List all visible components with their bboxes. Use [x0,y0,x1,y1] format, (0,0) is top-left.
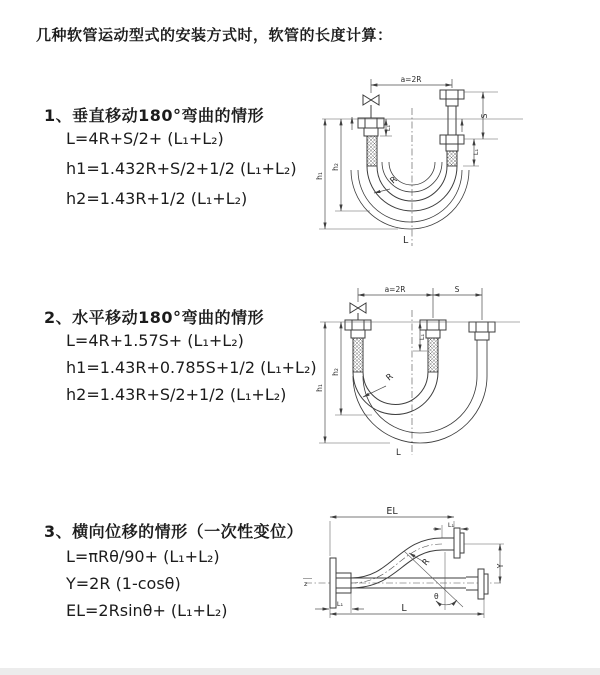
dim-label-a2r: a=2R [400,75,422,84]
dim-label-l1-left: L₁ [384,124,392,132]
dim-label-el: EL [386,506,398,517]
diagram-vertical-movement-180 [310,70,595,255]
upper-flange-displaced [442,528,464,558]
centerline-z-label: z [304,580,308,588]
section-1-formula-L: L=4R+S/2+ (L₁+L₂) [66,129,224,148]
section-2-formula-L: L=4R+1.57S+ (L₁+L₂) [66,331,244,350]
dim-label-s: S [454,285,460,294]
dim-label-s: S [480,113,489,119]
page-bottom-edge [0,668,600,675]
valve-icon [363,95,379,118]
dim-label-l1: L₁ [418,333,426,341]
left-fitting [358,118,384,136]
length-label: L [396,448,401,458]
length-label: L [403,235,409,246]
section-1-formula-h2: h2=1.43R+1/2 (L₁+L₂) [66,189,248,208]
section-3-formula-L: L=πRθ/90+ (L₁+L₂) [66,547,220,566]
dim-label-l1-top: L₁ [447,521,455,529]
page-title: 几种软管运动型式的安装方式时，软管的长度计算： [36,26,393,44]
section-3-formula-Y: Y=2R (1-cosθ) [66,574,181,593]
diagram-lateral-displacement [300,495,600,660]
section-2-formula-h1: h1=1.43R+0.785S+1/2 (L₁+L₂) [66,358,317,377]
section-2-heading: 2、水平移动180°弯曲的情形 [44,308,265,327]
right-fitting [440,90,464,151]
section-1-formula-h1: h1=1.432R+S/2+1/2 (L₁+L₂) [66,159,297,178]
right-fitting-moved [469,322,495,340]
right-flange-original [466,569,488,599]
hose-bend-drawing [353,338,487,443]
radius-label: R [388,174,400,187]
dim-label-h1: h₁ [315,384,324,392]
dim-label-y: Y [496,563,505,569]
radius-label: R [420,556,433,568]
section-2-formula-h2: h2=1.43R+S/2+1/2 (L₁+L₂) [66,385,287,404]
theta-label: θ [434,592,439,601]
length-label: L [401,603,407,614]
dim-label-l1-right: L₁ [472,148,480,156]
dim-label-a2r: a=2R [384,285,406,294]
dimension-lines [319,79,523,229]
diagram-horizontal-movement-180 [312,282,597,462]
section-1-heading: 1、垂直移动180°弯曲的情形 [44,106,265,125]
dim-label-h1: h₁ [315,172,324,180]
dim-label-l1-left: L₁ [336,600,344,608]
left-fitting [345,320,371,338]
dim-label-h2: h₂ [331,163,340,171]
valve-icon [350,303,366,320]
dimension-lines [319,288,520,443]
dim-label-h2: h₂ [331,368,340,376]
section-3-heading: 3、横向位移的情形（一次性变位） [44,522,304,541]
radius-label: R [384,371,396,384]
section-3-formula-EL: EL=2Rsinθ+ (L₁+L₂) [66,601,228,620]
